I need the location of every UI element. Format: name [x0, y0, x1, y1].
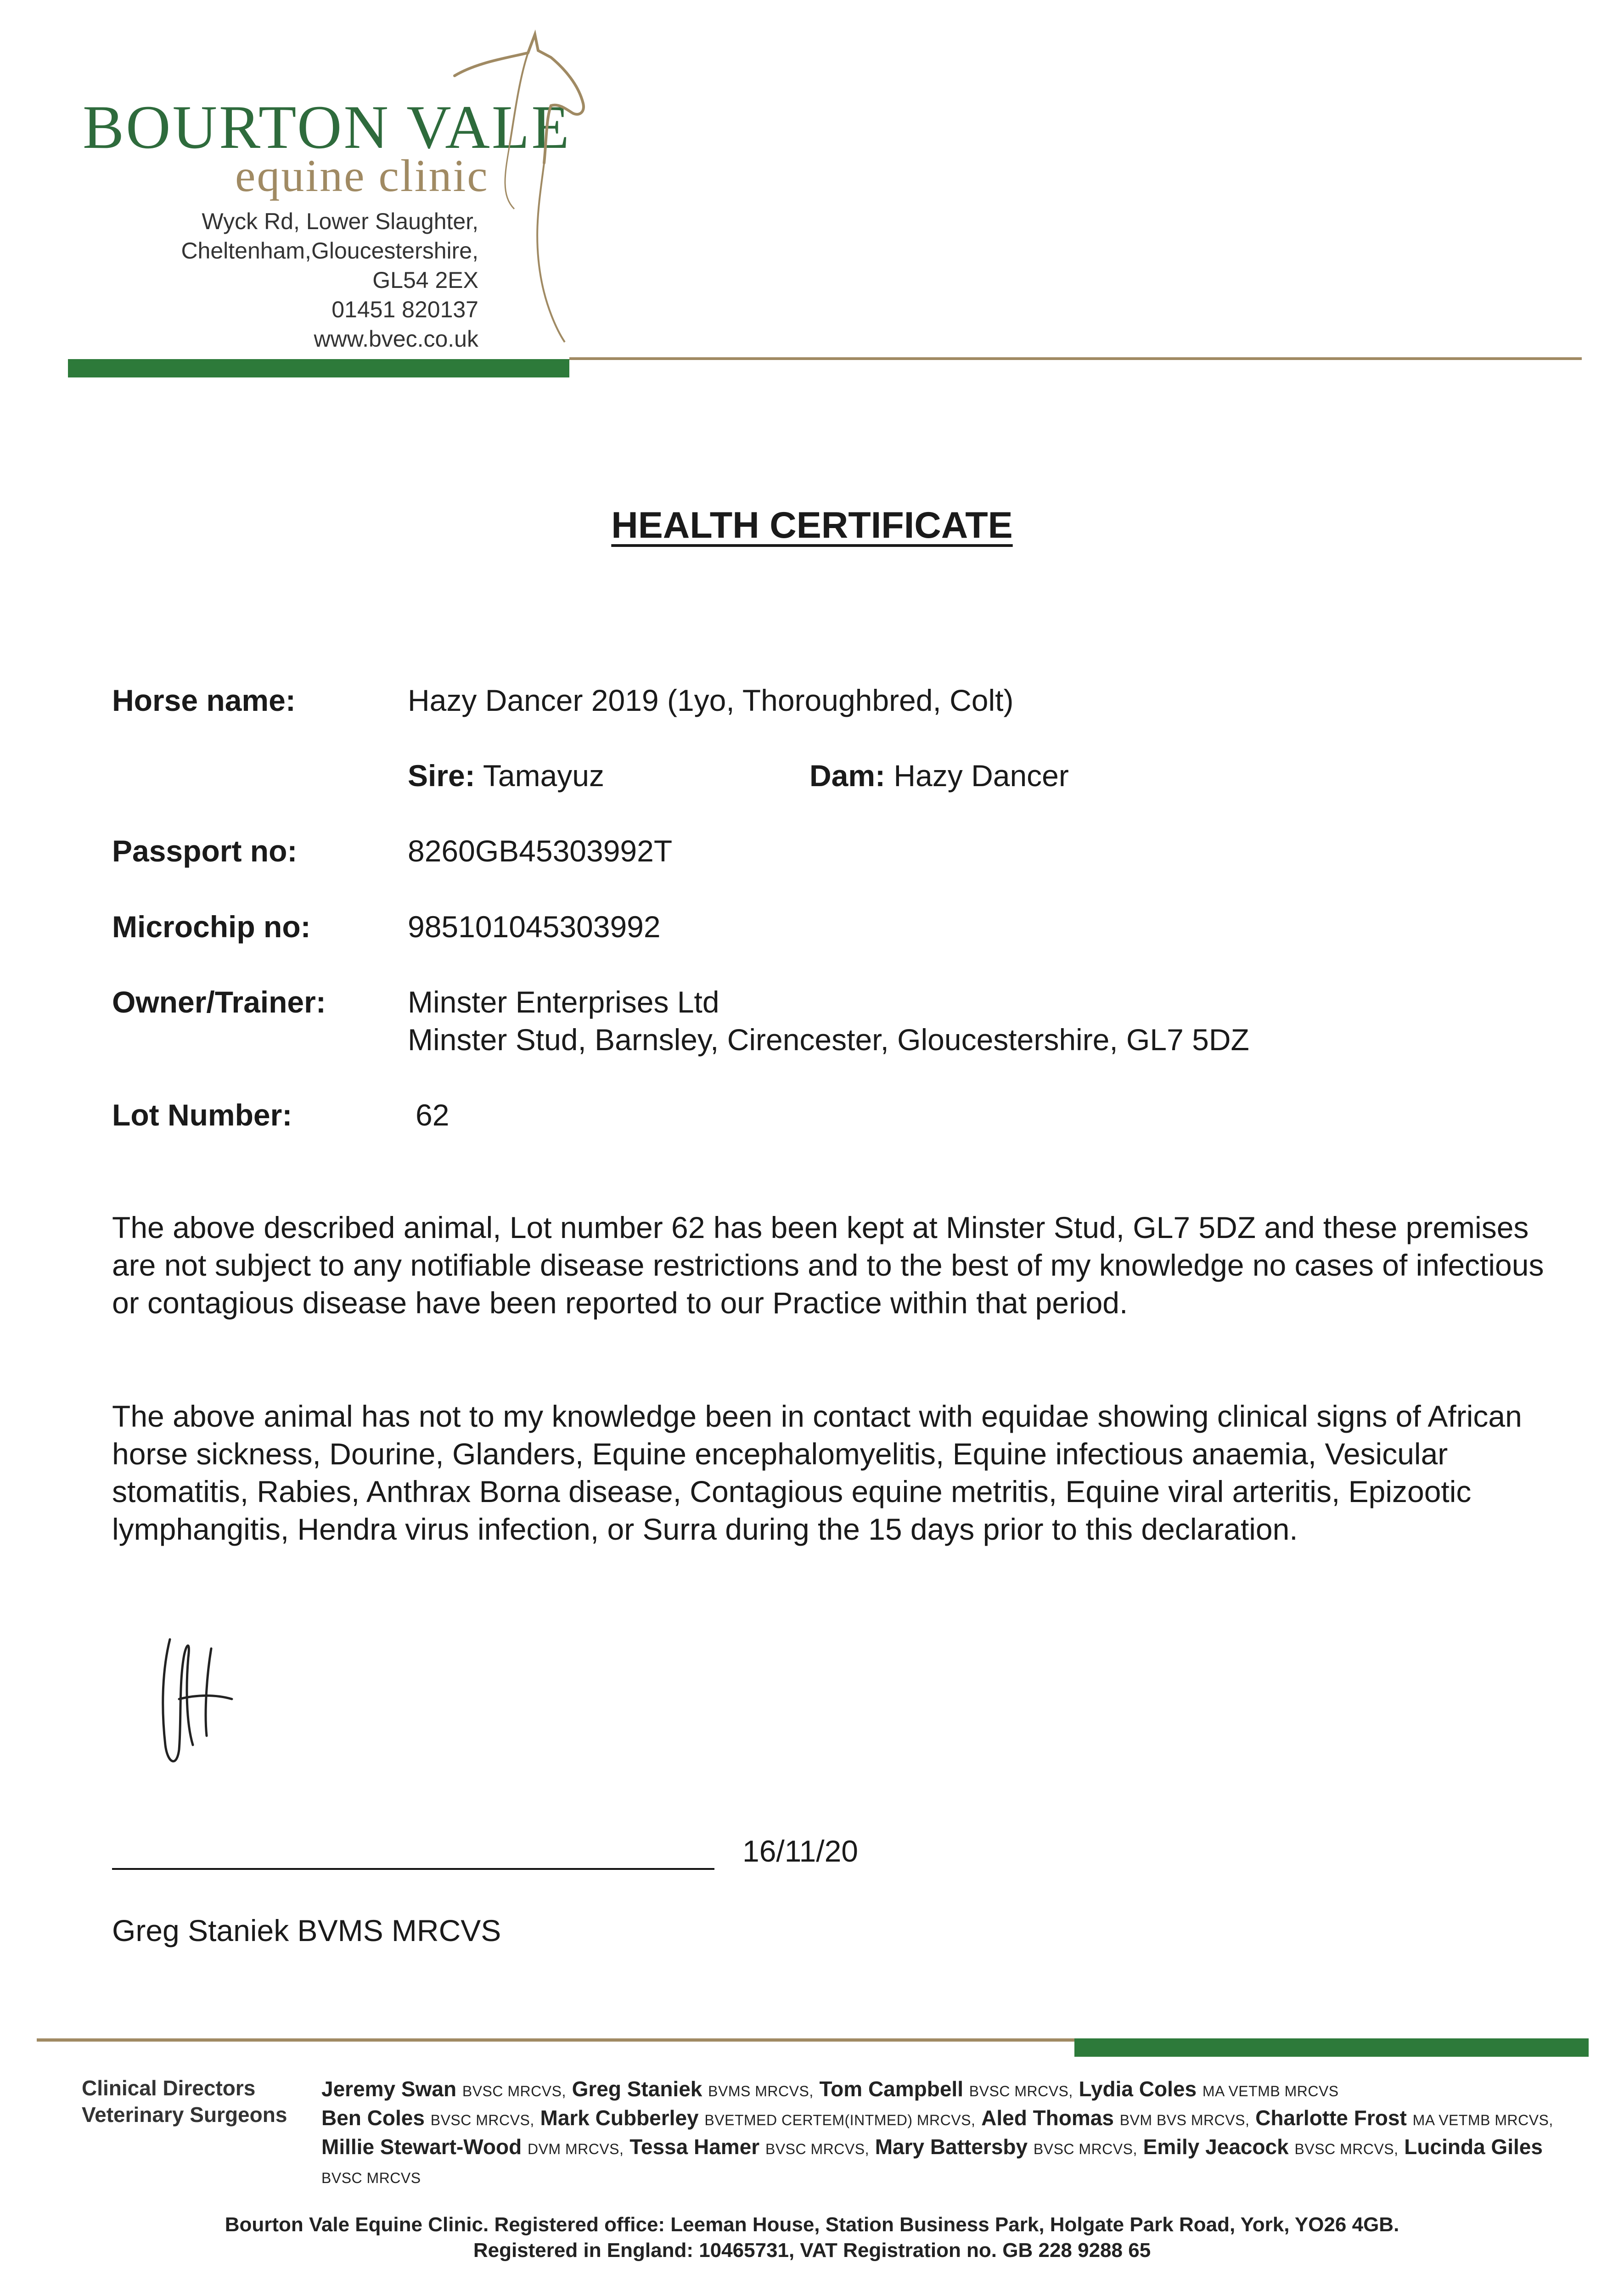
staff-quals: BVM BVS MRCVS,	[1119, 2112, 1250, 2128]
header-green-bar	[68, 359, 569, 377]
clinic-address-line: Wyck Rd, Lower Slaughter,	[202, 208, 478, 234]
staff-quals: BVMS MRCVS,	[708, 2083, 814, 2099]
signature	[152, 1630, 243, 1777]
staff-quals: MA VETMB MRCVS,	[1412, 2112, 1553, 2128]
horse-name-value: Hazy Dancer 2019 (1yo, Thoroughbred, Colt)	[408, 683, 1014, 717]
owner-name: Minster Enterprises Ltd	[408, 985, 719, 1019]
staff-quals: DVM MRCVS,	[527, 2141, 624, 2157]
header-gold-rule	[569, 357, 1582, 360]
staff-name: Aled Thomas	[981, 2106, 1114, 2130]
page-title: HEALTH CERTIFICATE	[611, 505, 1013, 546]
staff-name: Millie Stewart-Wood	[321, 2135, 522, 2159]
vet-name: Greg Staniek BVMS MRCVS	[112, 1913, 501, 1947]
registration-numbers: Registered in England: 10465731, VAT Registration no. GB 228 9288 65	[473, 2239, 1151, 2262]
staff-name: Mark Cubberley	[540, 2106, 699, 2130]
sire-label: Sire:	[408, 759, 475, 793]
staff-name: Ben Coles	[321, 2106, 425, 2130]
staff-quals: BVSC MRCVS	[321, 2170, 421, 2186]
footer-green-bar	[1074, 2038, 1589, 2057]
staff-name: Mary Battersby	[875, 2135, 1028, 2159]
sire-value: Tamayuz	[483, 759, 604, 793]
staff-quals: BVSC MRCVS,	[1033, 2141, 1137, 2157]
staff-name: Charlotte Frost	[1255, 2106, 1407, 2130]
staff-quals: BVETMED CERTEM(INTMED) MRCVS,	[704, 2112, 976, 2128]
clinic-postcode: GL54 2EX	[372, 267, 478, 293]
staff-name: Tessa Hamer	[629, 2135, 760, 2159]
passport-label: Passport no:	[112, 834, 298, 868]
staff-quals: MA VETMB MRCVS	[1202, 2083, 1339, 2099]
signature-line	[112, 1868, 714, 1870]
staff-name: Greg Staniek	[572, 2077, 702, 2101]
clinic-phone: 01451 820137	[332, 297, 478, 322]
staff-name: Emily Jeacock	[1143, 2135, 1289, 2159]
owner-label: Owner/Trainer:	[112, 985, 326, 1019]
surgeons-row	[321, 2105, 1589, 2191]
veterinary-surgeons-label: Veterinary Surgeons	[82, 2103, 287, 2127]
clinical-directors-label: Clinical Directors	[82, 2076, 256, 2100]
staff-name: Tom Campbell	[819, 2077, 963, 2101]
footer-gold-rule	[37, 2038, 1074, 2042]
lot-number-label: Lot Number:	[112, 1098, 292, 1132]
staff-quals: BVSC MRCVS,	[462, 2083, 566, 2099]
dam-value: Hazy Dancer	[893, 759, 1069, 793]
microchip-value: 985101045303992	[408, 910, 661, 944]
staff-quals: BVSC MRCVS,	[430, 2112, 534, 2128]
staff-name: Lucinda Giles	[1404, 2135, 1543, 2159]
passport-value: 8260GB45303992T	[408, 834, 673, 868]
owner-address: Minster Stud, Barnsley, Cirencester, Gloucestershire, GL7 5DZ	[408, 1023, 1249, 1057]
staff-quals: BVSC MRCVS,	[969, 2083, 1073, 2099]
dam-label: Dam:	[809, 759, 886, 793]
staff-quals: BVSC MRCVS,	[765, 2141, 869, 2157]
clinic-name: BOURTON VALE	[83, 93, 571, 162]
signature-date: 16/11/20	[742, 1834, 859, 1868]
staff-name: Jeremy Swan	[321, 2077, 457, 2101]
staff-quals: BVSC MRCVS,	[1294, 2141, 1399, 2157]
directors-row	[321, 2076, 1589, 2105]
horse-name-label: Horse name:	[112, 683, 296, 717]
declaration-paragraph: The above animal has not to my knowledge been in contact with equidae showing clinical signs of African horse sickness, Dourine, Glanders, Equine encephalomyelitis, Equine infectious anaemia, Vesicular stomatitis, Rabies, Anthrax Borna disease, Contagious equine metritis, Equine viral arteritis, Epizootic lymphangitis, Hendra virus infection, or Surra during the 15 days prior to this declaration.	[112, 1399, 1522, 1546]
declaration-paragraph: The above described animal, Lot number 62 has been kept at Minster Stud, GL7 5DZ and these premises are not subject to any notifiable disease restrictions and to the best of my knowledge no cases of infectious or contagious disease have been reported to our Practice within that period.	[112, 1210, 1544, 1320]
microchip-label: Microchip no:	[112, 910, 311, 944]
staff-list	[321, 2076, 1589, 2191]
lot-number-value: 62	[416, 1098, 450, 1132]
dam-field	[809, 758, 1069, 793]
sire-field	[408, 758, 604, 793]
registered-office: Bourton Vale Equine Clinic. Registered office: Leeman House, Station Business Park, Holgate Park Road, York, YO26 4GB.	[225, 2213, 1399, 2236]
staff-name: Lydia Coles	[1079, 2077, 1197, 2101]
clinic-address-line: Cheltenham,Gloucestershire,	[181, 238, 478, 264]
clinic-website: www.bvec.co.uk	[314, 326, 478, 352]
clinic-subtitle: equine clinic	[235, 150, 489, 201]
